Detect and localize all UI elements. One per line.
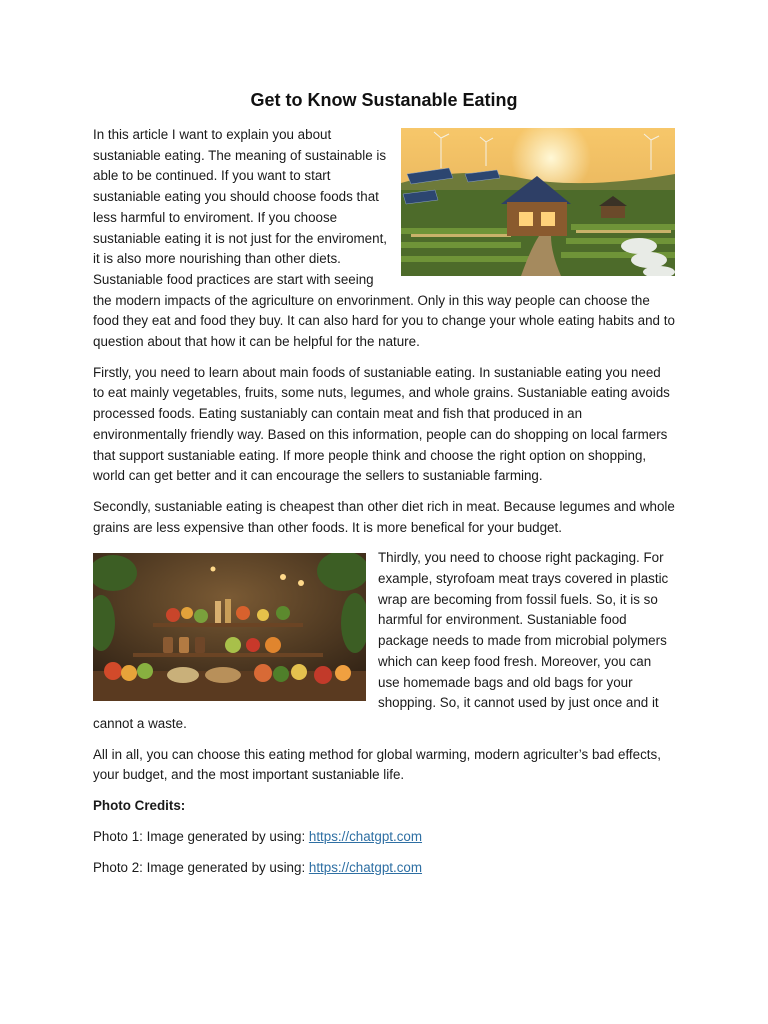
firstly-paragraph: Firstly, you need to learn about main foods of sustaniable eating. In sustaniable eating you need to eat mainly vegetables, fruits, some nuts, legumes, and whole grains. Sustaniable eating avoids processed foods. Eating sustaniably can contain meat and fish that produced in an environmentally friendly way. Based on this information, people can do shopping on local farmers that support sustaniable eating. If more people think and choose the right option on shopping, world can get better and it can encourage the sellers to sustaniable farming.: [93, 364, 670, 484]
secondly-paragraph: Secondly, sustaniable eating is cheapest than other diet rich in meat. Because legumes and whole grains are less expensive than other foods. It is more benefical for your budget.: [93, 498, 675, 535]
photo-credit-1-label: Photo 1: Image generated by using:: [93, 828, 309, 844]
thirdly-paragraph: Thirdly, you need to choose right packaging. For example, styrofoam meat trays covered in plastic wrap are becoming from fossil fuels. So, it is so harmful for environment. Sustaniable food package needs to made from microbial polymers which can keep food fresh. Moreover, you can use homemade bags and old bags for your shopping. So, it cannot used by just once and it cannot a waste.: [93, 550, 669, 731]
photo-credit-1-link[interactable]: https://chatgpt.com: [308, 828, 423, 844]
photo-credit-2: [93, 858, 675, 879]
article: [93, 88, 675, 888]
food-photo: [93, 553, 366, 701]
farm-photo: [401, 128, 675, 276]
photo-credit-2-link[interactable]: https://chatgpt.com: [308, 859, 423, 875]
photo-credit-1: [93, 827, 675, 848]
conclusion-paragraph: All in all, you can choose this eating method for global warming, modern agriculter’s bad effects, your budget, and the most important sustaniable life.: [93, 746, 661, 783]
article-title: Get to Know Sustanable Eating: [250, 90, 518, 110]
intro-paragraph: In this article I want to explain you about sustaniable eating. The meaning of sustainable is able to be continued. If you want to start sustaniable eating you should choose foods that less harmful to enviroment. If you choose sustaniable eating it is not just for the enviroment, it is also more nourishing than other diets. Sustaniable food practices are start with seeing the modern impacts of the agriculture on envorinment. Only in this way people can choose the food they eat and food they buy. It can also hard for you to change your whole eating habits and to question about that how it can be helpful for the nature.: [93, 127, 675, 350]
photo-credit-2-label: Photo 2: Image generated by using:: [93, 859, 309, 875]
photo-credits-heading: Photo Credits:: [93, 798, 186, 814]
